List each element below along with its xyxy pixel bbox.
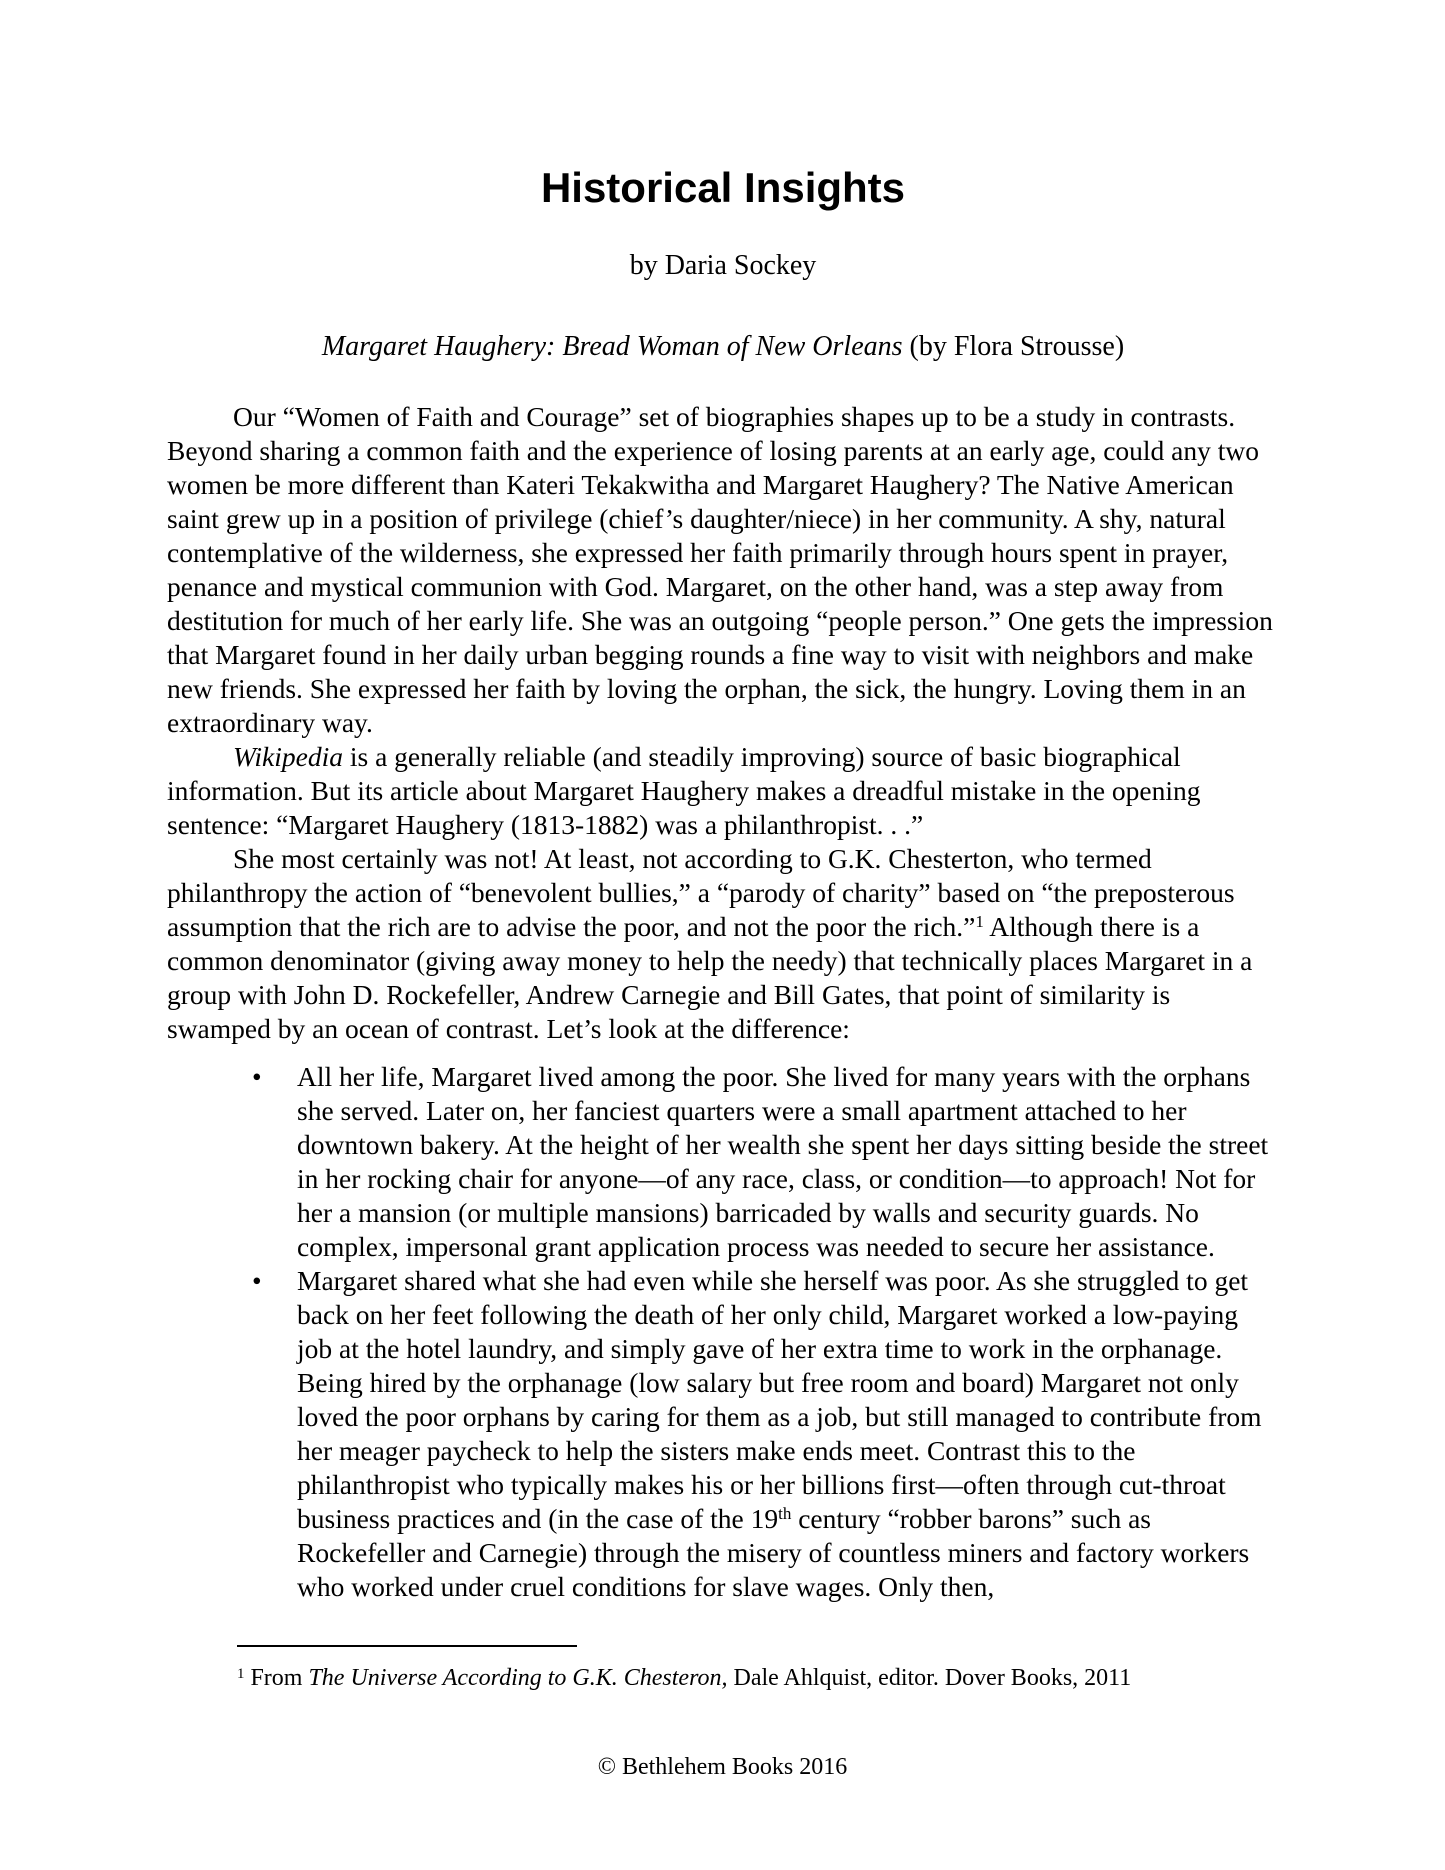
footnote-section: [167, 1645, 1279, 1693]
footnote: $^1$ From The Universe According to G.K. Chesteron, Dale Ahlquist, editor. Dover Books, 2011: [237, 1665, 1132, 1691]
paragraph-2: Wikipedia is a generally reliable (and steadily improving) source of basic biographical information. But its article about Margaret Haughery makes a dreadful mistake in the opening sentence: “Margaret Haughery (1813-1882) was a philanthropist. . .”: [167, 741, 1201, 840]
document-content: [167, 165, 1279, 1604]
paragraph-3: She most certainly was not! At least, not according to G.K. Chesterton, who termed philanthropy the action of “benevolent bullies,” a “parody of charity” based on “the preposterous assumption that the rich are to advise the poor, and not the poor the rich.”$^1$ Although there is a common denominator (giving away money to help the needy) that technically places Margaret in a group with John D. Rockefeller, Andrew Carnegie and Bill Gates, that point of similarity is swamped by an ocean of contrast. Let’s look at the difference:: [167, 843, 1253, 1044]
list-item: [167, 1060, 1279, 1264]
subtitle: Margaret Haughery: Bread Woman of New Orleans (by Flora Strousse): [321, 331, 1125, 362]
page-footer: © Bethlehem Books 2016: [597, 1754, 848, 1780]
page-title: Historical Insights: [540, 164, 906, 211]
bullet-icon: •: [252, 1265, 262, 1296]
list-item-text: Margaret shared what she had even while she herself was poor. As she struggled to get back on her feet following the death of her only child, Margaret worked a low-paying job at the hotel laundry, and simply gave of her extra time to work in the orphanage. Being hired by the orphanage (low salary but free room and board) Margaret not only loved the poor orphans by caring for them as a job, but still managed to contribute from her meager paycheck to help the sisters make ends meet. Contrast this to the philanthropist who typically makes his or her billions first—often through cut-throat business practices and (in the case of the 19th century “robber barons” such as Rockefeller and Carnegie) through the misery of countless miners and factory workers who worked under cruel conditions for slave wages. Only then,: [297, 1265, 1262, 1602]
list-item: [167, 1264, 1279, 1604]
footnote-separator: [237, 1645, 577, 1647]
paragraph-1: Our “Women of Faith and Courage” set of biographies shapes up to be a study in contrasts. Beyond sharing a common faith and the experience of losing parents at an early age, could any two women be more different than Kateri Tekakwitha and Margaret Haughery? The Native American saint grew up in a position of privilege (chief’s daughter/niece) in her community. A shy, natural contemplative of the wilderness, she expressed her faith primarily through hours spent in prayer, penance and mystical communion with God. Margaret, on the other hand, was a step away from destitution for much of her early life. She was an outgoing “people person.” One gets the impression that Margaret found in her daily urban begging rounds a fine way to visit with neighbors and make new friends. She expressed her faith by loving the orphan, the sick, the hungry. Loving them in an extraordinary way.: [167, 401, 1273, 738]
list-item-text: All her life, Margaret lived among the poor. She lived for many years with the orphans she served. Later on, her fanciest quarters were a small apartment attached to her downtown bakery. At the height of her wealth she spent her days sitting beside the street in her rocking chair for anyone—of any race, class, or condition—to approach! Not for her a mansion (or multiple mansions) barricaded by walls and security guards. No complex, impersonal grant application process was needed to secure her assistance.: [297, 1061, 1269, 1262]
byline: by Daria Sockey: [629, 250, 817, 281]
bullet-icon: •: [252, 1061, 262, 1092]
bullet-list: [167, 1060, 1279, 1604]
